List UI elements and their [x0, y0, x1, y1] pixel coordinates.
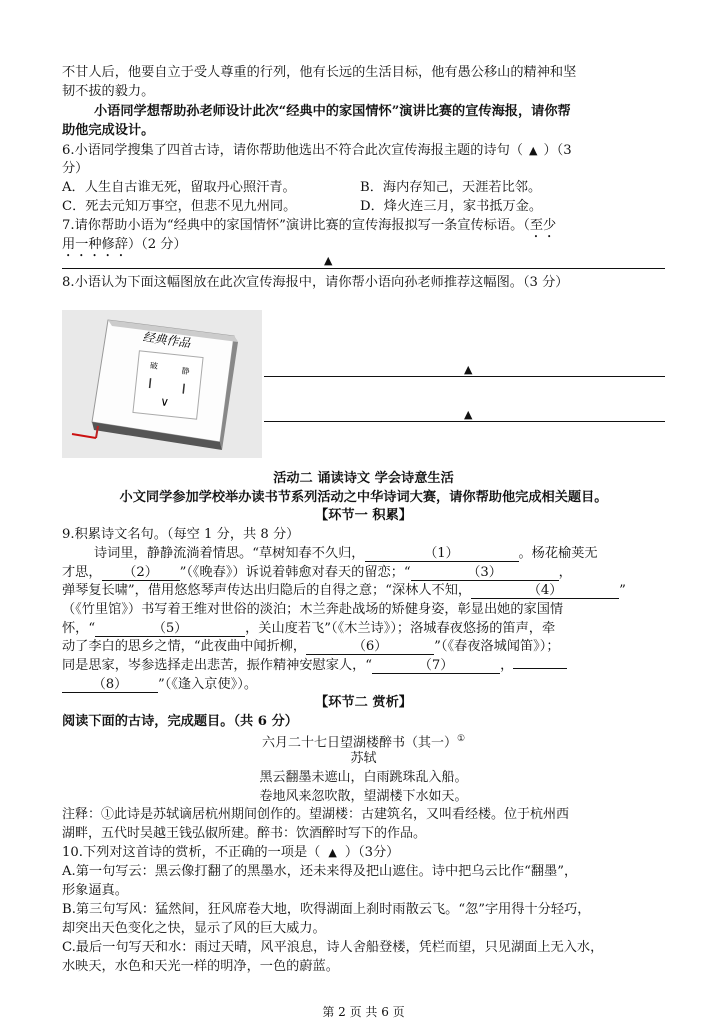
option-a: A.第一句写云：黑云像打翻了的黑墨水，还未来得及把山遮住。诗中把乌云比作“翻墨”，: [62, 864, 578, 879]
passage-text: 弹琴复长啸”，借用悠悠琴声传达出归隐后的自得之意；“深林人不知，: [62, 583, 472, 598]
book-label-right: 静: [181, 366, 190, 377]
question-7-stem: 7.请你帮助小语为“经典中的家国情怀”演讲比赛的宣传海报拟写一条宣传标语。（: [62, 218, 530, 233]
passage-text: 同是思家，岑参选择走出悲苦，振作精神安慰家人，“: [62, 658, 373, 673]
fill-line: [62, 620, 555, 637]
blank-4[interactable]: （4）: [471, 584, 619, 599]
option-a: A．人生自古谁无死，留取丹心照汗青。: [62, 180, 296, 195]
blank-5[interactable]: （5）: [95, 622, 245, 637]
question-8: 8.小语认为下面这幅图放在此次宣传海报中，请你帮小语向孙老师推荐这幅图。（3 分）: [62, 275, 569, 290]
poem-verse: 黑云翻墨未遮山，白雨跳珠乱入船。: [259, 770, 468, 785]
answer-line: [264, 421, 665, 422]
answer-triangle: ▲: [464, 408, 473, 421]
book-label-left: 破: [149, 361, 159, 371]
poem-title: [0, 731, 727, 751]
question-10-stem: 10.下列对这首诗的赏析，不正确的一项是（: [62, 845, 321, 860]
answer-line: [264, 376, 665, 377]
poem-verse: 卷地风来忽吹散，望湖楼下水如天。: [259, 789, 468, 804]
option-b: B．海内存知己，天涯若比邻。: [360, 180, 542, 195]
activity-2-task: 小文同学参加学校举办读书节系列活动之中华诗词大赛，请你帮助他完成相关题目。: [119, 490, 608, 505]
fill-line: [62, 657, 567, 674]
question-6: [62, 142, 572, 159]
book-illustration: [62, 310, 262, 458]
passage-text: 动了李白的思乡之情，“此夜曲中闻折柳，: [62, 639, 307, 654]
option-a-cont: 形象逼真。: [62, 883, 128, 898]
answer-triangle: ▲: [528, 144, 538, 157]
task-instruction: 助他完成设计。: [62, 123, 155, 138]
poem-note: 湖畔，五代时吴越王钱弘俶所建。醉书：饮酒醉时写下的作品。: [62, 826, 427, 841]
emphasis-text: 至少: [529, 218, 557, 233]
emphasis-text: 用一种修辞: [62, 237, 128, 252]
fill-line: [62, 564, 572, 581]
poem-title-text: 六月二十七日望湖楼醉书（其一）: [261, 735, 457, 751]
blank-6[interactable]: （6）: [306, 640, 434, 655]
passage-text: ，关山度若飞”（《木兰诗》）；洛城春夜悠扬的笛声，牵: [245, 621, 556, 636]
passage-text: ”（《晚春》）诉说着韩愈对春天的留恋；“: [179, 565, 411, 580]
answer-triangle: ▲: [328, 846, 337, 859]
question-7-score: ）（2 分）: [127, 237, 187, 252]
blank-7-cont[interactable]: [513, 668, 567, 669]
fill-line: [62, 582, 626, 599]
section-2-title: 【环节二 赏析】: [315, 695, 412, 710]
book-image: [62, 310, 262, 458]
poem-note: 注释：①此诗是苏轼谪居杭州期间创作的。望湖楼：古建筑名，又叫看经楼。位于杭州西: [62, 807, 570, 822]
passage-text: 才思，: [62, 565, 102, 580]
answer-line: [62, 268, 665, 269]
section-1-title: 【环节一 积累】: [315, 508, 412, 523]
option-d: D．烽火连三月，家书抵万金。: [360, 199, 543, 214]
fill-line: [62, 676, 257, 693]
question-10: [62, 844, 399, 861]
question-6-score-cont: 分）: [62, 161, 89, 176]
poem-author: 苏轼: [350, 751, 377, 766]
fill-line: （《竹里馆》）书写着王维对世俗的淡泊；木兰奔赴战场的矫健身姿，彰显出她的家国情: [62, 602, 564, 617]
punctuation: ，: [558, 565, 572, 580]
book-cover-title: 经典作品: [141, 329, 192, 351]
passage-text: ”（《逢入京使》）。: [158, 677, 258, 692]
question-7-cont: [62, 236, 187, 260]
question-6-stem: 6.小语同学搜集了四首古诗，请你帮助他选出不符合此次宣传海报主题的诗句（: [62, 143, 523, 158]
option-c-cont: 水映天，水色和天光一样的明净，一色的蔚蓝。: [62, 959, 339, 974]
fill-line: [62, 638, 560, 655]
passage-text: 。杨花榆荚无: [518, 546, 598, 561]
passage-text: ”（《春夜洛城闻笛》）；: [434, 639, 560, 654]
punctuation: ”: [619, 583, 626, 598]
blank-2[interactable]: （2）: [102, 566, 180, 581]
fill-line: [94, 545, 598, 562]
option-b-cont: 却突出天色变化之快，显示了风的巨大威力。: [62, 921, 326, 936]
option-c: C.最后一句写天和水：雨过天晴，风平浪息，诗人舍船登楼，凭栏而望，只见湖面上无入水，: [62, 940, 604, 955]
reading-instruction: 阅读下面的古诗，完成题目。（共 6 分）: [62, 714, 298, 729]
page-footer: 第 2 页 共 6 页: [322, 1005, 405, 1019]
text-line: 不甘人后，他要自立于受人尊重的行列，他有长远的生活目标，他有愚公移山的精神和坚: [62, 65, 577, 80]
question-10-score: ）（3分）: [344, 845, 400, 860]
activity-2-title: 活动二 诵读诗文 学会诗意生活: [273, 471, 454, 486]
question-6-score: ）（3: [543, 143, 572, 158]
blank-8[interactable]: （8）: [62, 678, 158, 693]
blank-7[interactable]: （7）: [372, 659, 500, 674]
answer-triangle: ▲: [464, 363, 473, 376]
text-line: 韧不拔的毅力。: [62, 84, 155, 99]
option-b: B.第三句写风：猛然间，狂风席卷大地，吹得湖面上刹时雨散云飞。“忽”字用得十分轻巧，: [62, 902, 591, 917]
book-symbol: ∨: [159, 394, 170, 410]
passage-text: 怀，“: [62, 621, 96, 636]
option-c: C．死去元知万事空，但悲不见九州同。: [62, 199, 297, 214]
answer-triangle: ▲: [324, 254, 333, 267]
passage-text: 诗词里，静静流淌着情思。“草树知春不久归，: [94, 546, 365, 561]
punctuation: ，: [500, 658, 514, 673]
question-9: 9.积累诗文名句。（每空 1 分，共 8 分）: [62, 527, 300, 542]
footnote-marker: ①: [456, 734, 466, 744]
task-instruction: 小语同学想帮助孙老师设计此次“经典中的家国情怀”演讲比赛的宣传海报，请你帮: [94, 104, 571, 119]
blank-3[interactable]: （3）: [411, 566, 559, 581]
blank-1[interactable]: （1）: [365, 547, 519, 562]
